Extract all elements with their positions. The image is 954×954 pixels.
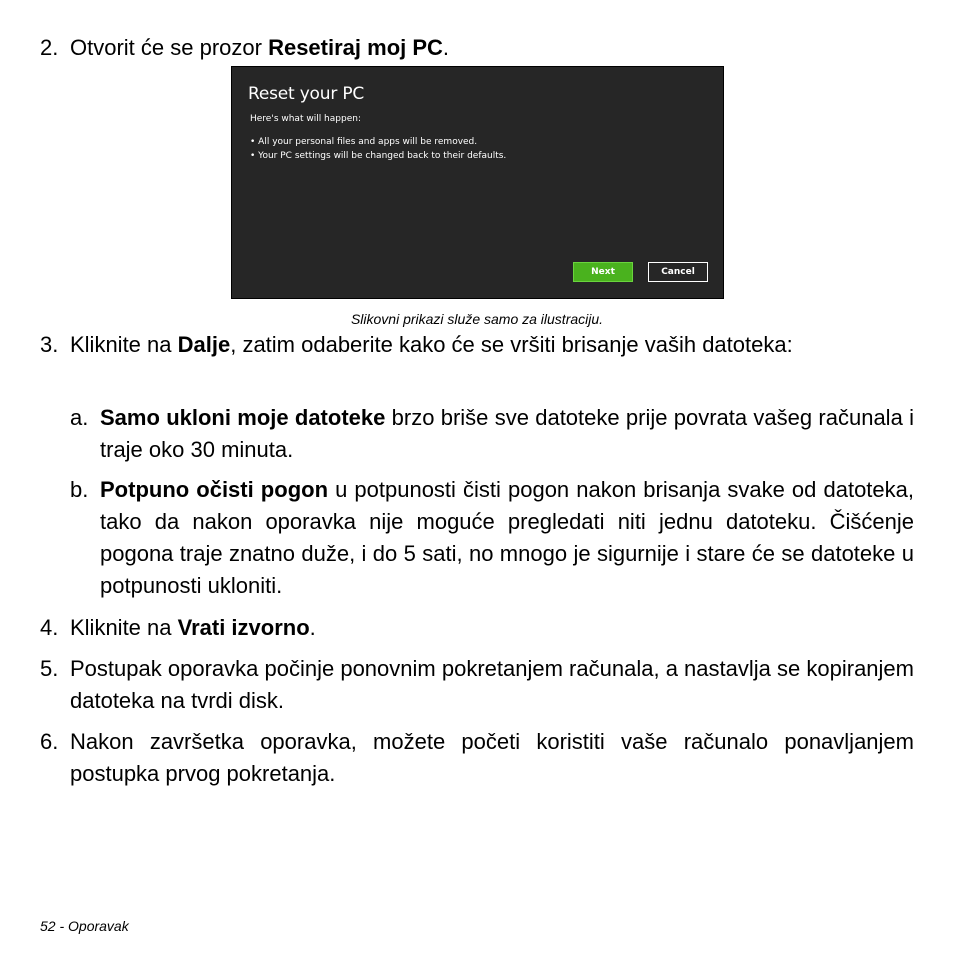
- image-caption: Slikovni prikazi služe samo za ilustraciju.: [350, 311, 604, 327]
- step-text: [70, 612, 914, 644]
- step-text: [100, 402, 914, 466]
- step-text-post: .: [309, 615, 316, 640]
- cancel-button[interactable]: Cancel: [648, 262, 708, 282]
- step-number: a.: [70, 405, 89, 430]
- dialog-bullet: • All your personal files and apps will be removed.: [250, 137, 478, 147]
- step-3b: [70, 474, 914, 602]
- step-text-post: .: [442, 35, 450, 60]
- step-3: [40, 329, 914, 361]
- step-5: [40, 653, 914, 717]
- page-footer: 52 - Oporavak: [40, 918, 129, 934]
- step-text-pre: Kliknite na: [70, 332, 178, 357]
- step-text-bold: Dalje: [177, 332, 231, 357]
- dialog-title: Reset your PC: [248, 84, 365, 104]
- step-text: [70, 329, 914, 361]
- step-text-bold: Vrati izvorno: [177, 615, 310, 640]
- next-button[interactable]: Next: [573, 262, 633, 282]
- step-text-pre: Otvorit će se prozor: [70, 35, 269, 60]
- step-2: [40, 32, 914, 64]
- step-text-post: , zatim odaberite kako će se vršiti brisanje vaših datoteka:: [230, 332, 793, 357]
- step-number: 5.: [40, 656, 59, 681]
- step-text: [100, 474, 914, 602]
- step-text-post: u potpunosti čisti pogon nakon brisanja svake od datoteka, tako da nakon oporavka nije moguće pregledati niti jednu datoteku. Čišćenje pogona traje znatno duže, i do 5 sati, no mnogo je sigurnije i stare će se datoteke u potpunosti ukloniti.: [100, 477, 914, 598]
- step-text-post: brzo briše sve datoteke prije povrata vašeg računala i traje oko 30 minuta.: [100, 405, 914, 462]
- dialog-bullet: • Your PC settings will be changed back to their defaults.: [250, 151, 507, 161]
- step-text-pre: Kliknite na: [70, 615, 178, 640]
- step-text: [70, 32, 914, 64]
- step-number: 2.: [40, 35, 59, 60]
- step-3a: [70, 402, 914, 466]
- dialog-subtitle: Here's what will happen:: [250, 114, 361, 124]
- step-number: 4.: [40, 615, 59, 640]
- reset-pc-screenshot: [231, 66, 724, 299]
- step-number: 6.: [40, 729, 59, 754]
- step-text-bold: Samo ukloni moje datoteke: [100, 405, 386, 430]
- step-text-bold: Potpuno očisti pogon: [100, 477, 329, 502]
- step-number: b.: [70, 477, 89, 502]
- step-text: Nakon završetka oporavka, možete početi koristiti vaše računalo ponavljanjem postupka prvog pokretanja.: [70, 729, 914, 786]
- step-number: 3.: [40, 332, 59, 357]
- step-6: [40, 726, 914, 790]
- step-text: Postupak oporavka počinje ponovnim pokretanjem računala, a nastavlja se kopiranjem datoteka na tvrdi disk.: [70, 656, 914, 713]
- step-text-bold: Resetiraj moj PC: [268, 35, 443, 60]
- step-4: [40, 612, 914, 644]
